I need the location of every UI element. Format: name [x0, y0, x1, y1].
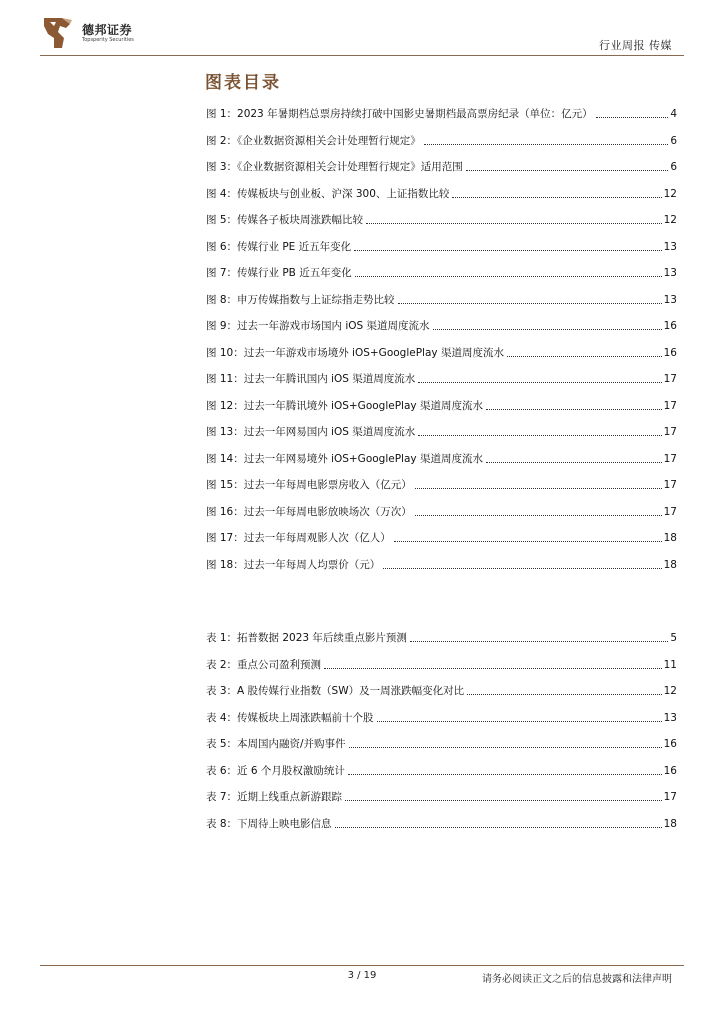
table-entry-page: 18 — [663, 817, 677, 830]
figure-entry[interactable] — [206, 264, 677, 280]
leader-dots — [596, 117, 669, 118]
leader-dots — [418, 435, 661, 436]
figure-entry-label: 图 12：过去一年腾讯境外 iOS+GooglePlay 渠道周度流水 — [206, 399, 483, 412]
figure-entry[interactable] — [206, 317, 677, 333]
page-number: 3 / 19 — [347, 970, 377, 981]
figure-entry-label: 图 17：过去一年每周观影人次（亿人） — [206, 532, 391, 544]
leader-dots — [345, 800, 662, 801]
figure-entry-label: 图 3：《企业数据资源相关会计处理暂行规定》适用范围 — [206, 161, 463, 173]
figure-entry[interactable] — [206, 132, 677, 148]
leader-dots — [486, 462, 662, 463]
brand-name-cn: 德邦证券 — [82, 22, 133, 37]
table-entry-page: 11 — [663, 658, 677, 671]
figure-entry-label: 图 14：过去一年网易境外 iOS+GooglePlay 渠道周度流水 — [206, 452, 483, 465]
toc-title: 图表目录 — [205, 73, 281, 93]
figure-entry-page: 17 — [663, 426, 677, 438]
figure-entry-label: 图 11：过去一年腾讯国内 iOS 渠道周度流水 — [206, 373, 416, 385]
leader-dots — [354, 250, 661, 251]
legal-disclaimer: 请务必阅读正文之后的信息披露和法律声明 — [482, 974, 672, 985]
figure-entry-label: 图 4：传媒板块与创业板、沪深 300、上证指数比较 — [206, 187, 450, 200]
table-entry-page: 12 — [663, 685, 677, 697]
table-entry-page: 17 — [663, 791, 677, 803]
figure-entry-page: 6 — [670, 161, 677, 173]
figure-entry-page: 17 — [663, 452, 677, 465]
figure-entry-label: 图 7：传媒行业 PB 近五年变化 — [206, 267, 352, 279]
figure-entry-page: 17 — [663, 373, 677, 385]
table-entry-label: 表 8：下周待上映电影信息 — [206, 817, 332, 830]
brand-name-en: Topsperity Securities — [82, 36, 134, 43]
company-logo — [40, 16, 134, 50]
footer-divider — [40, 965, 684, 966]
figure-entry-label: 图 2：《企业数据资源相关会计处理暂行规定》 — [206, 134, 421, 147]
table-entry-page: 16 — [663, 764, 677, 777]
leader-dots — [415, 488, 662, 489]
table-entry-label: 表 4：传媒板块上周涨跌幅前十个股 — [206, 711, 374, 724]
table-entry-label: 表 1：拓普数据 2023 年后续重点影片预测 — [206, 632, 407, 644]
figure-entry-label: 图 16：过去一年每周电影放映场次（万次） — [206, 505, 412, 518]
figure-entry[interactable] — [206, 105, 677, 121]
figure-entry[interactable] — [206, 211, 677, 227]
figure-entry-page: 13 — [663, 267, 677, 279]
figure-entry-label: 图 15：过去一年每周电影票房收入（亿元） — [206, 479, 412, 491]
leader-dots — [486, 409, 662, 410]
leader-dots — [424, 144, 669, 145]
leader-dots — [467, 694, 662, 695]
figure-entry-page: 13 — [663, 240, 677, 253]
table-entry-label: 表 7：近期上线重点新游跟踪 — [206, 791, 343, 803]
figure-entry[interactable] — [206, 529, 677, 545]
table-entry-label: 表 5：本周国内融资/并购事件 — [206, 738, 346, 750]
leader-dots — [452, 197, 661, 198]
leader-dots — [377, 721, 662, 722]
figure-entry[interactable] — [206, 397, 677, 413]
leader-dots — [415, 515, 662, 516]
figure-entry-page: 16 — [663, 320, 677, 332]
table-entry-page: 5 — [670, 632, 677, 644]
table-entry[interactable] — [206, 735, 677, 751]
figure-entry[interactable] — [206, 291, 677, 307]
table-entry-label: 表 2：重点公司盈利预测 — [206, 658, 322, 671]
figure-entry[interactable] — [206, 238, 677, 254]
brand-logo-icon — [40, 16, 76, 50]
leader-dots — [433, 329, 662, 330]
figure-entry[interactable] — [206, 476, 677, 492]
leader-dots — [348, 774, 662, 775]
figure-entry-page: 17 — [663, 479, 677, 491]
figure-entry-label: 图 10：过去一年游戏市场境外 iOS+GooglePlay 渠道周度流水 — [206, 346, 504, 359]
table-entry[interactable] — [206, 656, 677, 672]
figure-entry[interactable] — [206, 185, 677, 201]
leader-dots — [394, 541, 662, 542]
figure-entry-label: 图 8：申万传媒指数与上证综指走势比较 — [206, 293, 395, 306]
figure-entry-label: 图 9：过去一年游戏市场国内 iOS 渠道周度流水 — [206, 320, 430, 332]
table-entry[interactable] — [206, 788, 677, 804]
figure-entry-label: 图 13：过去一年网易国内 iOS 渠道周度流水 — [206, 426, 416, 438]
header-divider — [40, 55, 684, 56]
leader-dots — [418, 382, 661, 383]
leader-dots — [335, 827, 662, 828]
table-entry-label: 表 6：近 6 个月股权激励统计 — [206, 764, 345, 777]
figure-entry[interactable] — [206, 450, 677, 466]
figure-entry-label: 图 1：2023 年暑期档总票房持续打破中国影史暑期档最高票房纪录（单位：亿元） — [206, 108, 593, 120]
figure-entry-label: 图 5：传媒各子板块周涨跌幅比较 — [206, 214, 364, 226]
figure-entry-label: 图 6：传媒行业 PE 近五年变化 — [206, 240, 352, 253]
leader-dots — [355, 276, 662, 277]
table-entry[interactable] — [206, 709, 677, 725]
figure-entry-page: 16 — [663, 346, 677, 359]
figure-entry-page: 18 — [663, 532, 677, 544]
figure-entry-page: 18 — [663, 558, 677, 571]
leader-dots — [349, 747, 662, 748]
table-entry[interactable] — [206, 762, 677, 778]
figure-entry[interactable] — [206, 423, 677, 439]
figure-entry[interactable] — [206, 158, 677, 174]
figure-entry-page: 13 — [663, 293, 677, 306]
figure-entry-label: 图 18：过去一年每周人均票价（元） — [206, 558, 381, 571]
leader-dots — [466, 170, 669, 171]
table-entry-page: 13 — [663, 711, 677, 724]
figure-entry-page: 4 — [670, 108, 677, 120]
figure-entry-page: 6 — [670, 134, 677, 147]
report-type: 行业周报 传媒 — [599, 39, 672, 52]
leader-dots — [507, 356, 662, 357]
figure-entry[interactable] — [206, 344, 677, 360]
figure-entry[interactable] — [206, 370, 677, 386]
figure-entry[interactable] — [206, 556, 677, 572]
figure-entry-page: 17 — [663, 399, 677, 412]
table-entry[interactable] — [206, 629, 677, 645]
figure-entry-page: 17 — [663, 505, 677, 518]
table-entry-label: 表 3：A 股传媒行业指数（SW）及一周涨跌幅变化对比 — [206, 685, 465, 697]
figure-entry-page: 12 — [663, 187, 677, 200]
table-entry-page: 16 — [663, 738, 677, 750]
table-entry[interactable] — [206, 682, 677, 698]
leader-dots — [366, 223, 662, 224]
figure-entry-page: 12 — [663, 214, 677, 226]
table-entry[interactable] — [206, 815, 677, 831]
leader-dots — [383, 568, 661, 569]
leader-dots — [324, 668, 662, 669]
leader-dots — [410, 641, 668, 642]
figure-entry[interactable] — [206, 503, 677, 519]
leader-dots — [398, 303, 662, 304]
